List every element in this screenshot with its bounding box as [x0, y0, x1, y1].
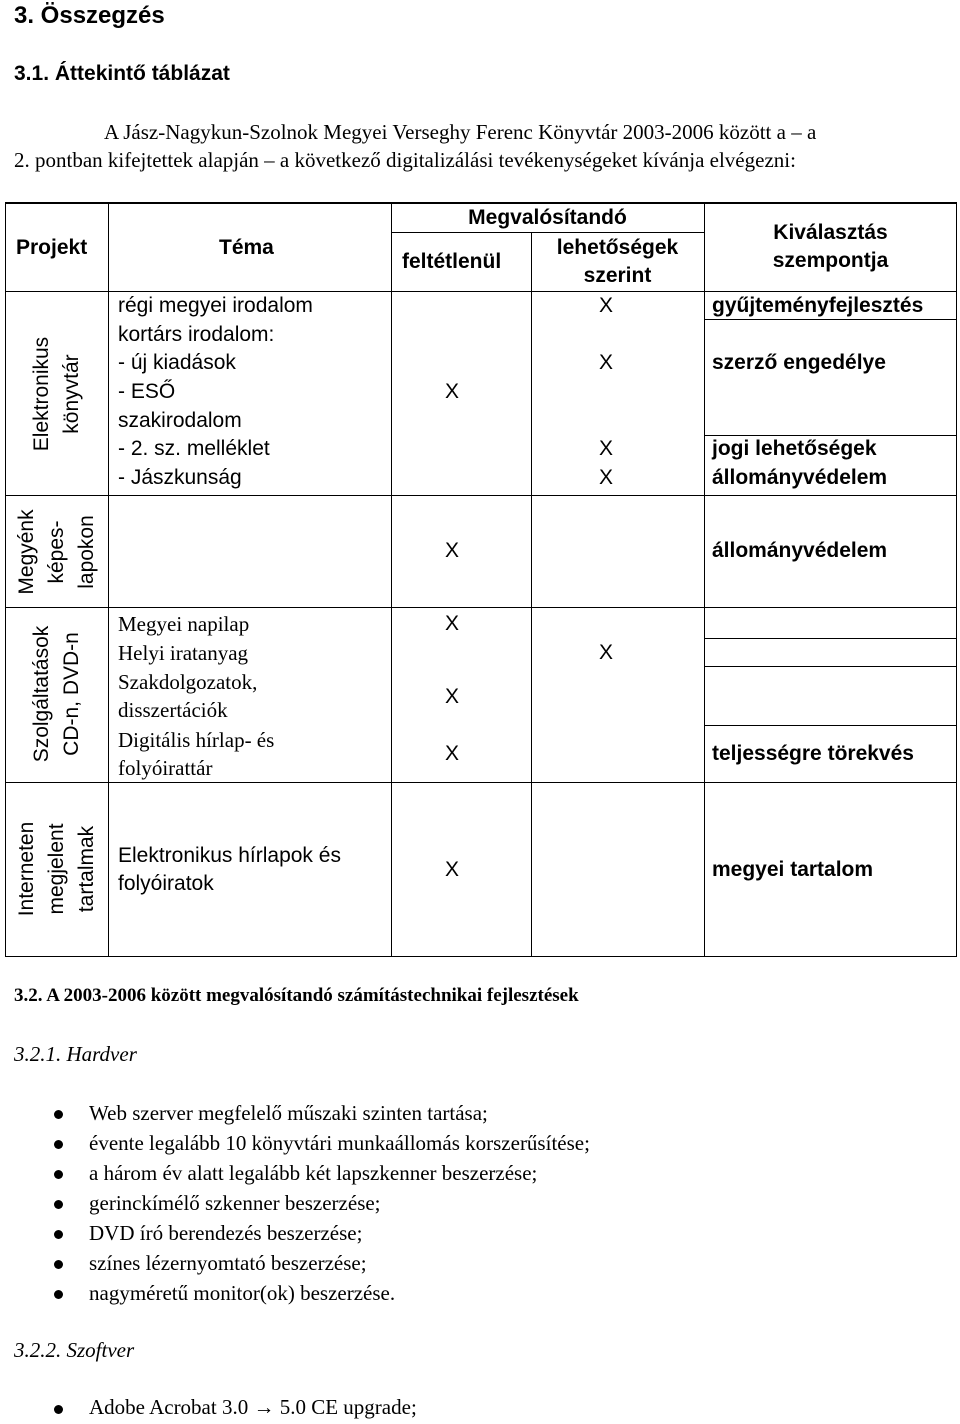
topic-jaszkunsag: - Jászkunság	[118, 466, 242, 489]
arrow-right-icon: →	[253, 1396, 275, 1419]
section-heading: 3. Összegzés	[14, 2, 165, 29]
criterion-szerzo-engedelye: szerző engedélye	[712, 351, 886, 374]
criterion-allomanyvedelem: állományvédelem	[712, 539, 888, 562]
table-rule	[391, 232, 704, 233]
group-label-line: Interneten	[15, 821, 38, 917]
mark-x: X	[599, 466, 614, 489]
table-rule	[531, 232, 532, 957]
section-321-heading: 3.2.1. Hardver	[14, 1042, 137, 1066]
topic-folyoiratok: folyóiratok	[118, 872, 214, 895]
group-label-szolgaltatasok	[27, 594, 87, 794]
intro-paragraph-line-1: A Jász-Nagykun-Szolnok Megyei Verseghy Ferenc Könyvtár 2003-2006 között a – a	[104, 120, 817, 144]
mark-x: X	[445, 612, 460, 635]
topic-melleklet: - 2. sz. melléklet	[118, 437, 270, 460]
mark-x: X	[599, 437, 614, 460]
table-rule	[5, 607, 957, 608]
table-rule	[704, 638, 957, 639]
topic-digitalis-hirlap: Digitális hírlap- és	[118, 728, 275, 752]
table-rule	[704, 725, 957, 726]
table-border-right	[956, 202, 957, 957]
group-label-line: lapokon	[75, 515, 98, 589]
topic-helyi-iratanyag: Helyi iratanyag	[118, 641, 249, 665]
criterion-allomanyvedelem: állományvédelem	[712, 466, 888, 489]
list-item: Web szerver megfelelő műszaki szinten tartása;	[89, 1101, 488, 1125]
table-rule	[704, 202, 705, 957]
mark-x: X	[445, 685, 460, 708]
topic-folyoirattar: folyóirattár	[118, 756, 213, 780]
overview-table	[5, 202, 957, 957]
header-feltetlenul: feltétlenül	[402, 250, 502, 273]
mark-x: X	[599, 294, 614, 317]
header-kivalasztas: Kiválasztás	[773, 221, 888, 244]
section-32-heading: 3.2. A 2003-2006 között megvalósítandó számítástechnikai fejlesztések	[14, 985, 579, 1006]
bullet-dot	[54, 1405, 63, 1414]
criterion-gyujtemenyfejlesztes: gyűjteményfejlesztés	[712, 294, 924, 317]
topic-uj-kiadasok: - új kiadások	[118, 351, 236, 374]
mark-x: X	[445, 539, 460, 562]
software-upgrade: 5.0 CE upgrade;	[279, 1395, 417, 1419]
header-szempontja: szempontja	[772, 249, 889, 272]
group-label-line: Elektronikus	[30, 336, 53, 452]
table-rule	[704, 666, 957, 667]
intro-paragraph-line-2: 2. pontban kifejtettek alapján – a következő digitalizálási tevékenységeket kívánja elvégezni:	[14, 148, 796, 172]
list-item: a három év alatt legalább két lapszkenner beszerzése;	[89, 1161, 538, 1185]
table-rule	[5, 495, 957, 496]
bullet-dot	[54, 1110, 63, 1119]
topic-szakdolgozatok: Szakdolgozatok,	[118, 670, 258, 694]
table-rule	[108, 202, 109, 957]
group-label-line: tartalmak	[75, 825, 98, 913]
list-item: színes lézernyomtató beszerzése;	[89, 1251, 367, 1275]
group-label-line: Megyénk	[15, 509, 38, 595]
header-megvalositando: Megvalósítandó	[468, 206, 627, 229]
topic-elektronikus-hirlapok: Elektronikus hírlapok és	[118, 844, 341, 867]
group-label-line: CD-n, DVD-n	[60, 632, 83, 756]
section-322-heading: 3.2.2. Szoftver	[14, 1338, 135, 1362]
bullet-dot	[54, 1170, 63, 1179]
list-item: nagyméretű monitor(ok) beszerzése.	[89, 1281, 396, 1305]
header-projekt: Projekt	[16, 236, 88, 259]
software-name: Adobe Acrobat 3.0	[89, 1395, 249, 1419]
bullet-dot	[54, 1140, 63, 1149]
list-item	[89, 1395, 417, 1420]
group-label-line: könyvtár	[60, 354, 83, 434]
mark-x: X	[445, 858, 460, 881]
group-label-line: Szolgáltatások	[30, 625, 53, 763]
table-rule	[391, 202, 392, 957]
list-item: gerinckímélő szkenner beszerzése;	[89, 1191, 381, 1215]
header-szerint: szerint	[583, 264, 652, 287]
topic-disszertaciok: disszertációk	[118, 698, 228, 722]
mark-x: X	[445, 742, 460, 765]
table-border-left	[5, 202, 6, 957]
mark-x: X	[445, 380, 460, 403]
bullet-dot	[54, 1230, 63, 1239]
topic-regi-megyei-irodalom: régi megyei irodalom	[118, 294, 313, 317]
subsection-heading: 3.1. Áttekintő táblázat	[14, 62, 230, 85]
header-lehetosegek: lehetőségek	[556, 236, 679, 259]
list-item: DVD író berendezés beszerzése;	[89, 1221, 363, 1245]
header-tema: Téma	[219, 236, 274, 259]
topic-kortars-irodalom: kortárs irodalom:	[118, 323, 275, 346]
criterion-teljessegre-torekves: teljességre törekvés	[712, 742, 914, 765]
table-rule	[5, 782, 957, 783]
mark-x: X	[599, 641, 614, 664]
topic-szakirodalom: szakirodalom	[118, 409, 242, 432]
group-label-interneten-megjelent	[12, 769, 102, 969]
bullet-dot	[54, 1290, 63, 1299]
criterion-megyei-tartalom: megyei tartalom	[712, 858, 874, 881]
list-item: évente legalább 10 könyvtári munkaállomás korszerűsítése;	[89, 1131, 590, 1155]
topic-eso: - ESŐ	[118, 380, 176, 403]
mark-x: X	[599, 351, 614, 374]
bullet-dot	[54, 1260, 63, 1269]
table-border-bottom	[5, 956, 957, 957]
topic-megyei-napilap: Megyei napilap	[118, 612, 250, 636]
criterion-jogi-lehetosegek: jogi lehetőségek	[712, 437, 877, 460]
group-label-line: megjelent	[45, 823, 68, 915]
bullet-dot	[54, 1200, 63, 1209]
group-label-line: képes-	[45, 520, 68, 584]
